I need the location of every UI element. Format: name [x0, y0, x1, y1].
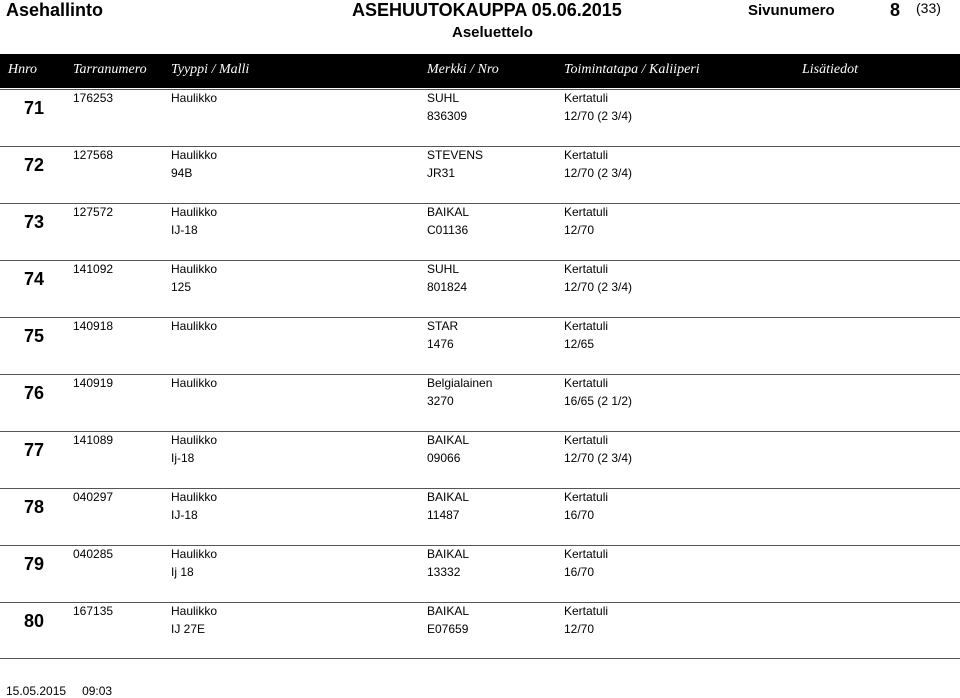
weapon-type: Haulikko [171, 205, 218, 219]
row-divider [0, 431, 960, 432]
caliber: 12/70 (2 3/4) [564, 280, 633, 294]
tag-number: 141092 [73, 262, 114, 276]
weapon-make: BAIKAL [427, 490, 470, 504]
weapon-make: BAIKAL [427, 547, 470, 561]
document-subtitle: Aseluettelo [452, 24, 533, 41]
action-type: Kertatuli [564, 205, 609, 219]
weapon-type: Haulikko [171, 547, 218, 561]
weapon-make: SUHL [427, 262, 460, 276]
caliber: 12/70 (2 3/4) [564, 166, 633, 180]
item-number: 73 [24, 212, 45, 232]
column-header-hnro: Hnro [8, 62, 38, 77]
table-row [0, 488, 960, 545]
row-divider [0, 317, 960, 318]
tag-number: 167135 [73, 604, 114, 618]
caliber: 12/70 (2 3/4) [564, 109, 633, 123]
tag-number: 040285 [73, 547, 114, 561]
item-number: 77 [24, 440, 45, 460]
action-type: Kertatuli [564, 433, 609, 447]
weapon-model: Ij 18 [171, 565, 194, 579]
item-number: 76 [24, 383, 45, 403]
action-type: Kertatuli [564, 376, 609, 390]
table-row [0, 431, 960, 488]
column-header-tarranumero: Tarranumero [73, 62, 147, 77]
serial-number: C01136 [427, 223, 469, 237]
item-number: 78 [24, 497, 45, 517]
serial-number: 13332 [427, 565, 461, 579]
tag-number: 127572 [73, 205, 114, 219]
action-type: Kertatuli [564, 319, 609, 333]
caliber: 12/70 [564, 223, 595, 237]
page-total: (33) [916, 0, 941, 16]
weapon-make: SUHL [427, 91, 460, 105]
tag-number: 176253 [73, 91, 114, 105]
table-row [0, 203, 960, 260]
weapon-type: Haulikko [171, 91, 218, 105]
action-type: Kertatuli [564, 91, 609, 105]
weapon-type: Haulikko [171, 262, 218, 276]
table-row [0, 89, 960, 146]
weapon-type: Haulikko [171, 490, 218, 504]
column-header-toimintatapa: Toimintatapa / Kaliiperi [564, 62, 700, 77]
page-number: 8 [890, 0, 901, 20]
item-number: 79 [24, 554, 45, 574]
serial-number: JR31 [427, 166, 456, 180]
row-divider [0, 602, 960, 603]
table-row [0, 374, 960, 431]
serial-number: 11487 [427, 508, 460, 522]
row-divider [0, 545, 960, 546]
app-title: Asehallinto [6, 0, 104, 20]
weapon-model: IJ-18 [171, 508, 198, 522]
item-number: 75 [24, 326, 45, 346]
column-header-lisatiedot: Lisätiedot [802, 62, 859, 77]
weapon-type: Haulikko [171, 433, 218, 447]
serial-number: 09066 [427, 451, 461, 465]
tag-number: 040297 [73, 490, 114, 504]
print-time: 09:03 [82, 684, 113, 698]
weapon-make: BAIKAL [427, 433, 470, 447]
caliber: 12/70 (2 3/4) [564, 451, 633, 465]
serial-number: 836309 [427, 109, 468, 123]
caliber: 16/65 (2 1/2) [564, 394, 633, 408]
weapon-make: STAR [427, 319, 459, 333]
weapon-make: Belgialainen [427, 376, 493, 390]
weapon-model: 94B [171, 166, 193, 180]
row-divider [0, 89, 960, 90]
item-number: 80 [24, 611, 45, 631]
print-timestamp [6, 684, 128, 698]
weapon-type: Haulikko [171, 319, 218, 333]
action-type: Kertatuli [564, 490, 609, 504]
row-divider [0, 488, 960, 489]
item-number: 72 [24, 155, 45, 175]
weapon-model: IJ 27E [171, 622, 206, 636]
table-row [0, 317, 960, 374]
action-type: Kertatuli [564, 547, 609, 561]
serial-number: 1476 [427, 337, 454, 351]
caliber: 12/70 [564, 622, 595, 636]
caliber: 16/70 [564, 565, 595, 579]
action-type: Kertatuli [564, 262, 609, 276]
weapon-model: IJ-18 [171, 223, 198, 237]
table-row [0, 146, 960, 203]
row-divider [0, 203, 960, 204]
tag-number: 141089 [73, 433, 114, 447]
weapon-model: 125 [171, 280, 192, 294]
table-row [0, 602, 960, 659]
item-number: 71 [24, 98, 45, 118]
tag-number: 140919 [73, 376, 114, 390]
item-number: 74 [24, 269, 45, 289]
print-date: 15.05.2015 [6, 684, 67, 698]
bottom-divider [0, 658, 960, 659]
document-title: ASEHUUTOKAUPPA 05.06.2015 [352, 0, 622, 20]
weapon-type: Haulikko [171, 148, 218, 162]
page-number-label: Sivunumero [748, 2, 835, 19]
action-type: Kertatuli [564, 148, 609, 162]
weapon-make: STEVENS [427, 148, 484, 162]
table-row [0, 260, 960, 317]
row-divider [0, 260, 960, 261]
serial-number: 801824 [427, 280, 468, 294]
caliber: 16/70 [564, 508, 595, 522]
tag-number: 140918 [73, 319, 114, 333]
serial-number: 3270 [427, 394, 454, 408]
weapon-type: Haulikko [171, 376, 218, 390]
weapon-model: Ij-18 [171, 451, 195, 465]
column-header-bar [0, 54, 960, 88]
caliber: 12/65 [564, 337, 595, 351]
table-row [0, 545, 960, 602]
column-header-merkki: Merkki / Nro [427, 62, 499, 77]
column-header-tyyppi: Tyyppi / Malli [171, 62, 250, 77]
weapon-type: Haulikko [171, 604, 218, 618]
weapon-make: BAIKAL [427, 604, 470, 618]
row-divider [0, 374, 960, 375]
row-divider [0, 146, 960, 147]
action-type: Kertatuli [564, 604, 609, 618]
weapon-make: BAIKAL [427, 205, 470, 219]
tag-number: 127568 [73, 148, 114, 162]
serial-number: E07659 [427, 622, 469, 636]
